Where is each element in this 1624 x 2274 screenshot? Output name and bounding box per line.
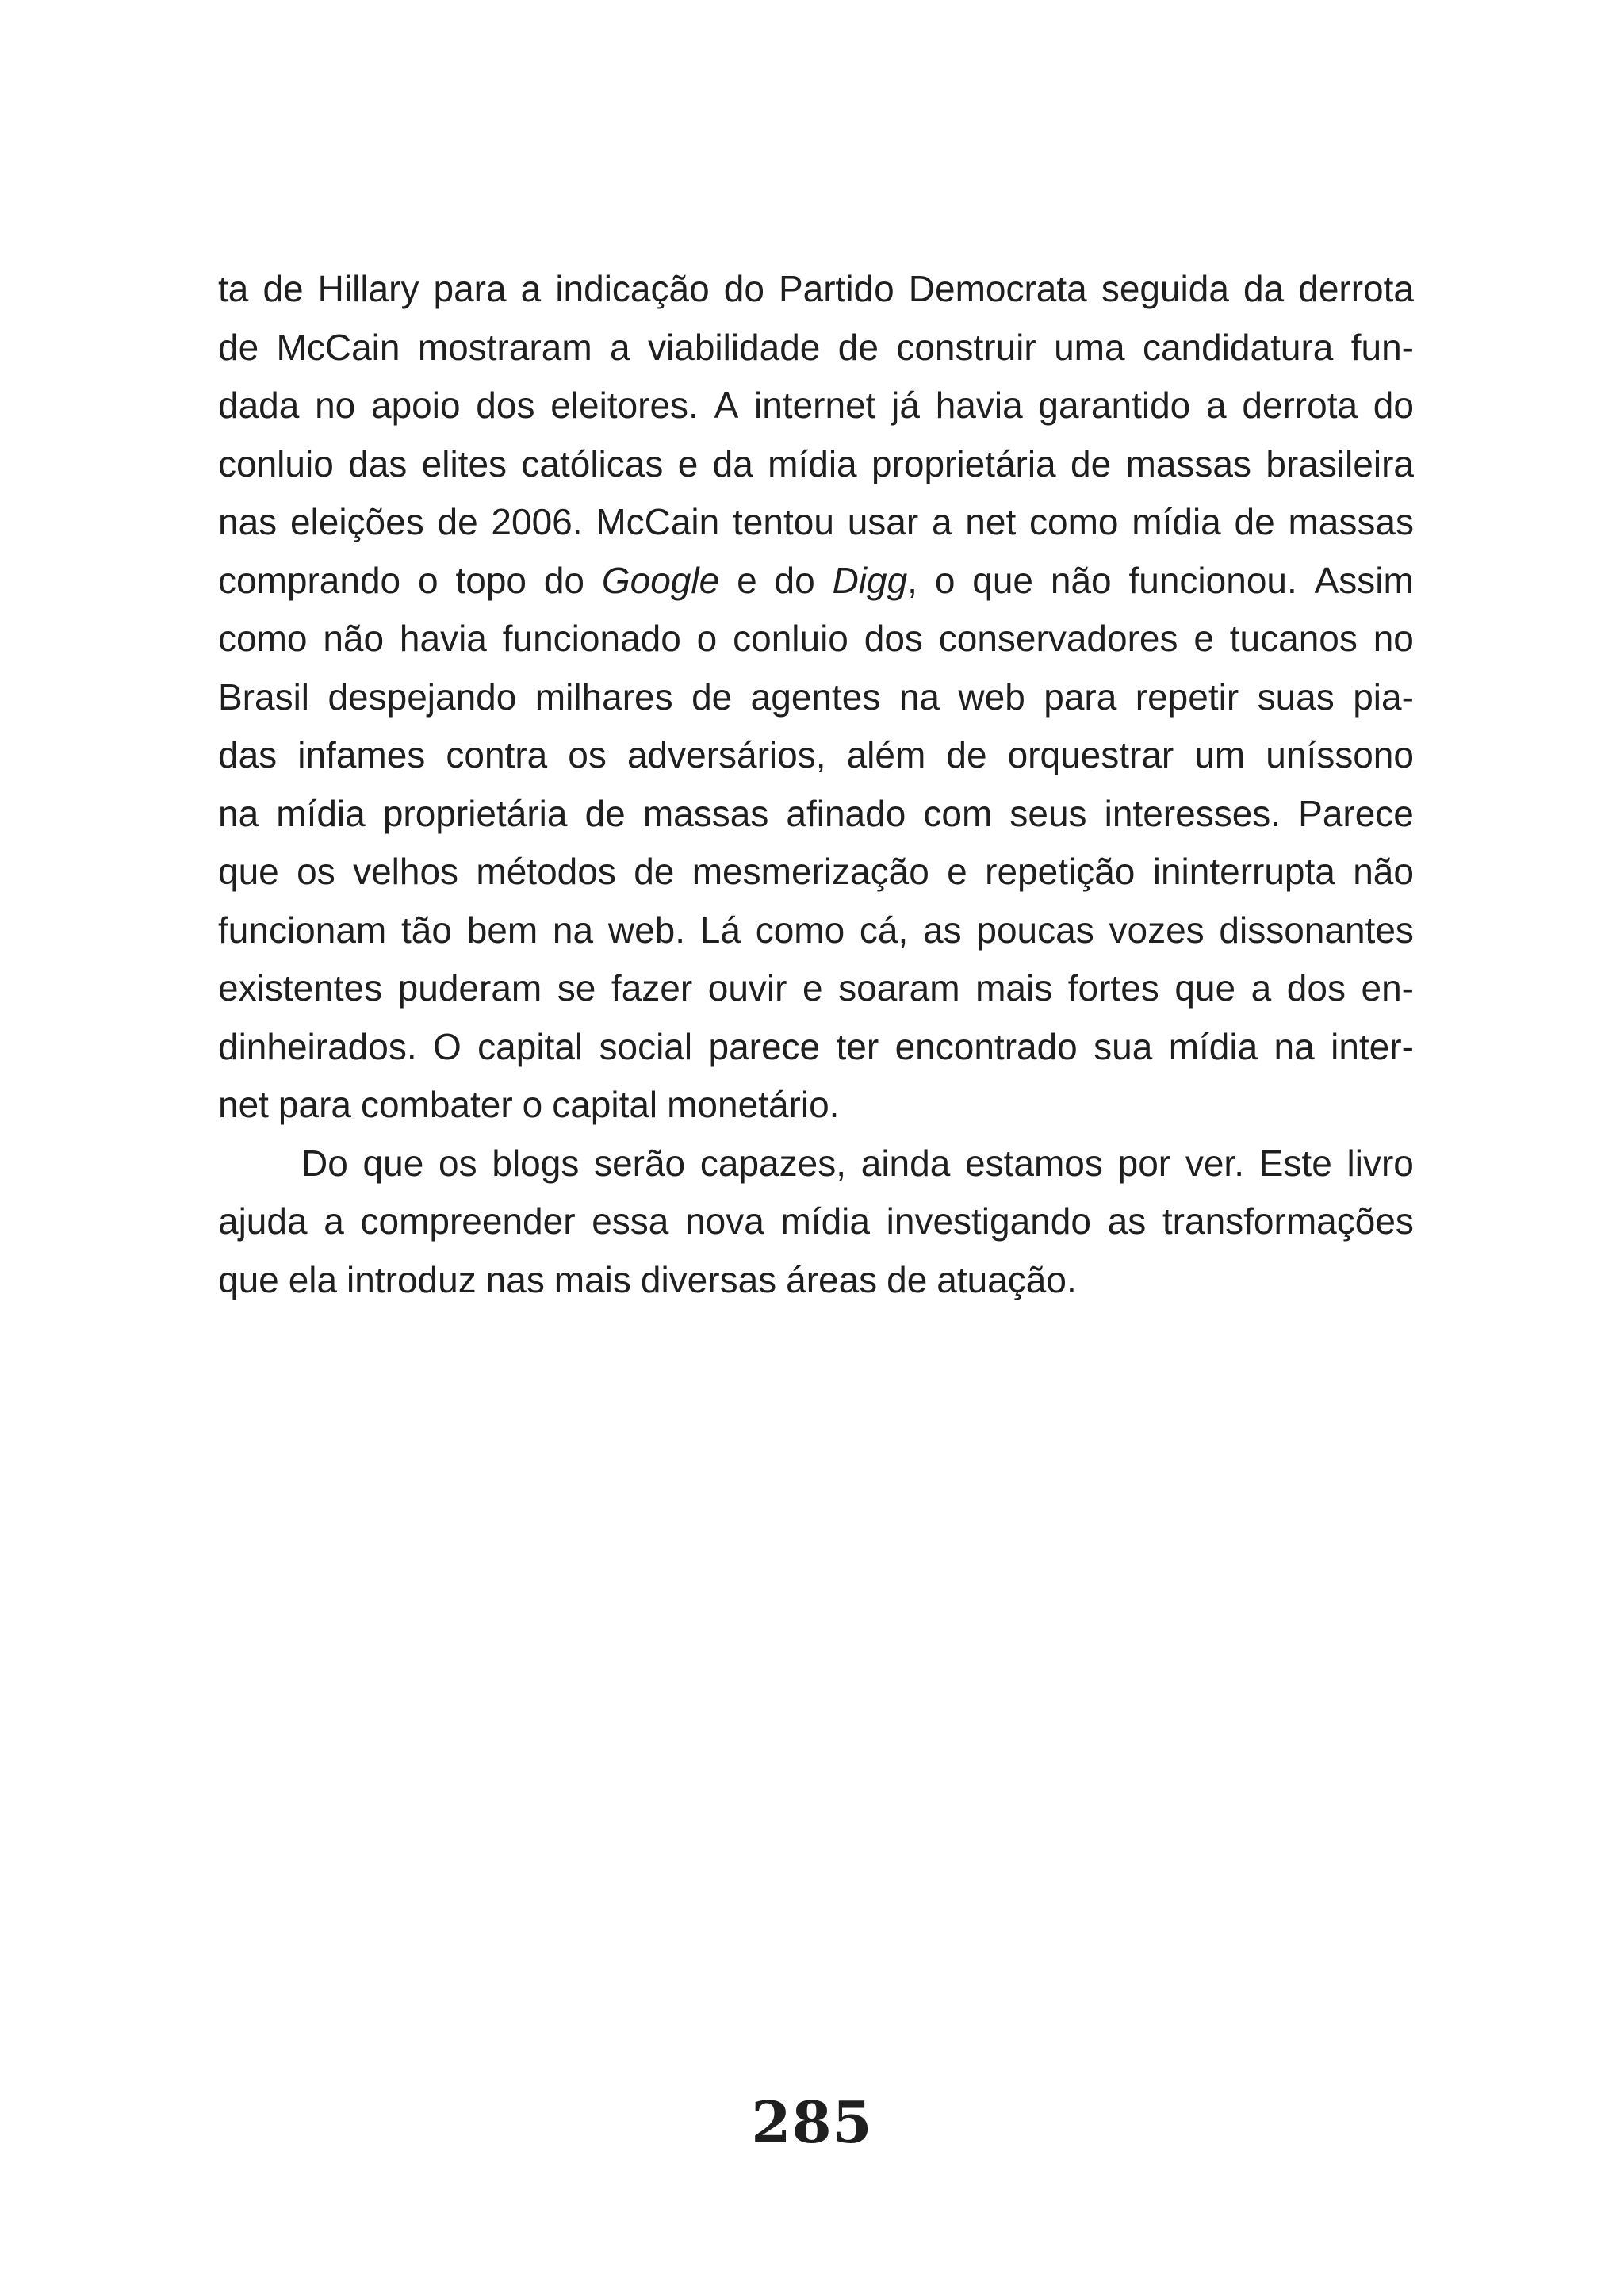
text-line: das infames contra os adversários, além de orquestrar um uníssono [218, 734, 1414, 775]
page-number: 285 [751, 2088, 873, 2156]
text-line: de McCain mostraram a viabilidade de construir uma candidatura fun- [218, 326, 1414, 368]
paragraph [218, 1135, 1414, 1310]
text-line: Brasil despejando milhares de agentes na web para repetir suas pia- [218, 676, 1414, 718]
paragraph [218, 260, 1414, 1135]
text-line: ta de Hillary para a indicação do Partido Democrata seguida da derrota [218, 268, 1414, 309]
text-line: conluio das elites católicas e da mídia proprietária de massas brasileira [218, 442, 1414, 484]
text-line: nas eleições de 2006. McCain tentou usar a net como mídia de massas [218, 501, 1414, 542]
text-line: que os velhos métodos de mesmerização e repetição ininterrupta não [218, 851, 1414, 892]
text-line: ajuda a compreender essa nova mídia investigando as transformações [218, 1200, 1414, 1242]
text-line: funcionam tão bem na web. Lá como cá, as poucas vozes dissonantes [218, 909, 1414, 951]
text-line: dada no apoio dos eleitores. A internet já havia garantido a derrota do [218, 385, 1414, 426]
text-line: comprando o topo do Google e do Digg, o que não funcionou. Assim [218, 559, 1414, 601]
text-line: Do que os blogs serão capazes, ainda estamos por ver. Este livro [301, 1142, 1414, 1184]
text-line: dinheirados. O capital social parece ter encontrado sua mídia na inter- [218, 1025, 1414, 1067]
text-line: como não havia funcionado o conluio dos conservadores e tucanos no [218, 618, 1414, 659]
text-line: que ela introduz nas mais diversas áreas de atuação. [218, 1258, 1077, 1300]
text-line: net para combater o capital monetário. [218, 1084, 840, 1125]
text-line: existentes puderam se fazer ouvir e soaram mais fortes que a dos en- [218, 967, 1414, 1009]
text-line: na mídia proprietária de massas afinado com seus interesses. Parece [218, 792, 1414, 834]
body-text [218, 260, 1414, 1309]
